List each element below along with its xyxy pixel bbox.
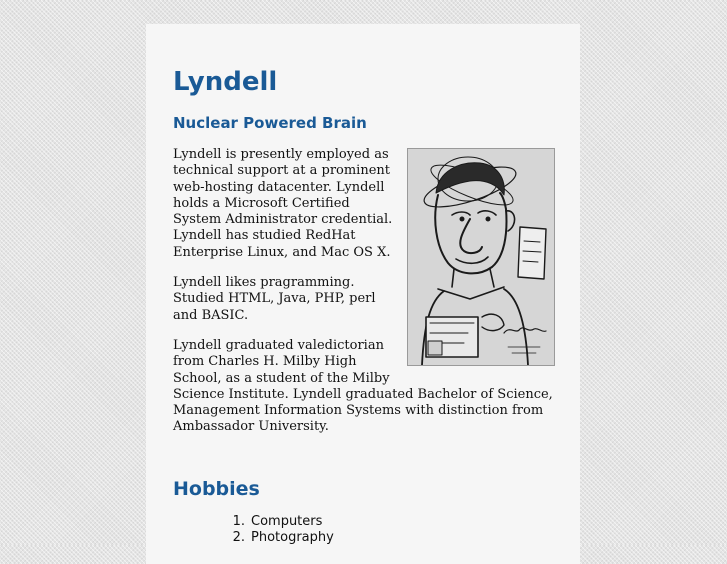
list-item — [228, 514, 334, 530]
intro-paragraph-programming: Lyndell likes pragramming. Studied HTML, Java, PHP, perl and BASIC. — [173, 275, 376, 323]
list-item-label: Computers — [251, 514, 323, 529]
hobbies-heading: Hobbies — [173, 478, 260, 500]
list-item-number: 1. — [232, 514, 245, 529]
intro-paragraph-education: Lyndell graduated valedictorian from Charles H. Milby High School, as a student of the Milby Science Institute. Lyndell graduated Bachelor of Science, Management Information Systems with distinction from Ambassador University. — [173, 337, 553, 435]
caricature-drawing-icon — [408, 149, 554, 365]
list-item-label: Photography — [251, 530, 334, 545]
list-item — [228, 530, 334, 546]
page-subtitle: Nuclear Powered Brain — [173, 114, 367, 132]
intro-section — [173, 147, 555, 450]
hobby-list — [228, 514, 334, 546]
caricature-image — [407, 148, 555, 366]
site-title: Lyndell — [173, 67, 278, 97]
page-container — [146, 24, 580, 564]
intro-paragraph-employment: Lyndell is presently employed as technical support at a prominent web-hosting datacenter. Lyndell holds a Microsoft Certified System Administrator credential. Lyndell has studied RedHat Enterprise Linux, and Mac OS X. — [173, 147, 393, 260]
list-item-number: 2. — [232, 530, 245, 545]
